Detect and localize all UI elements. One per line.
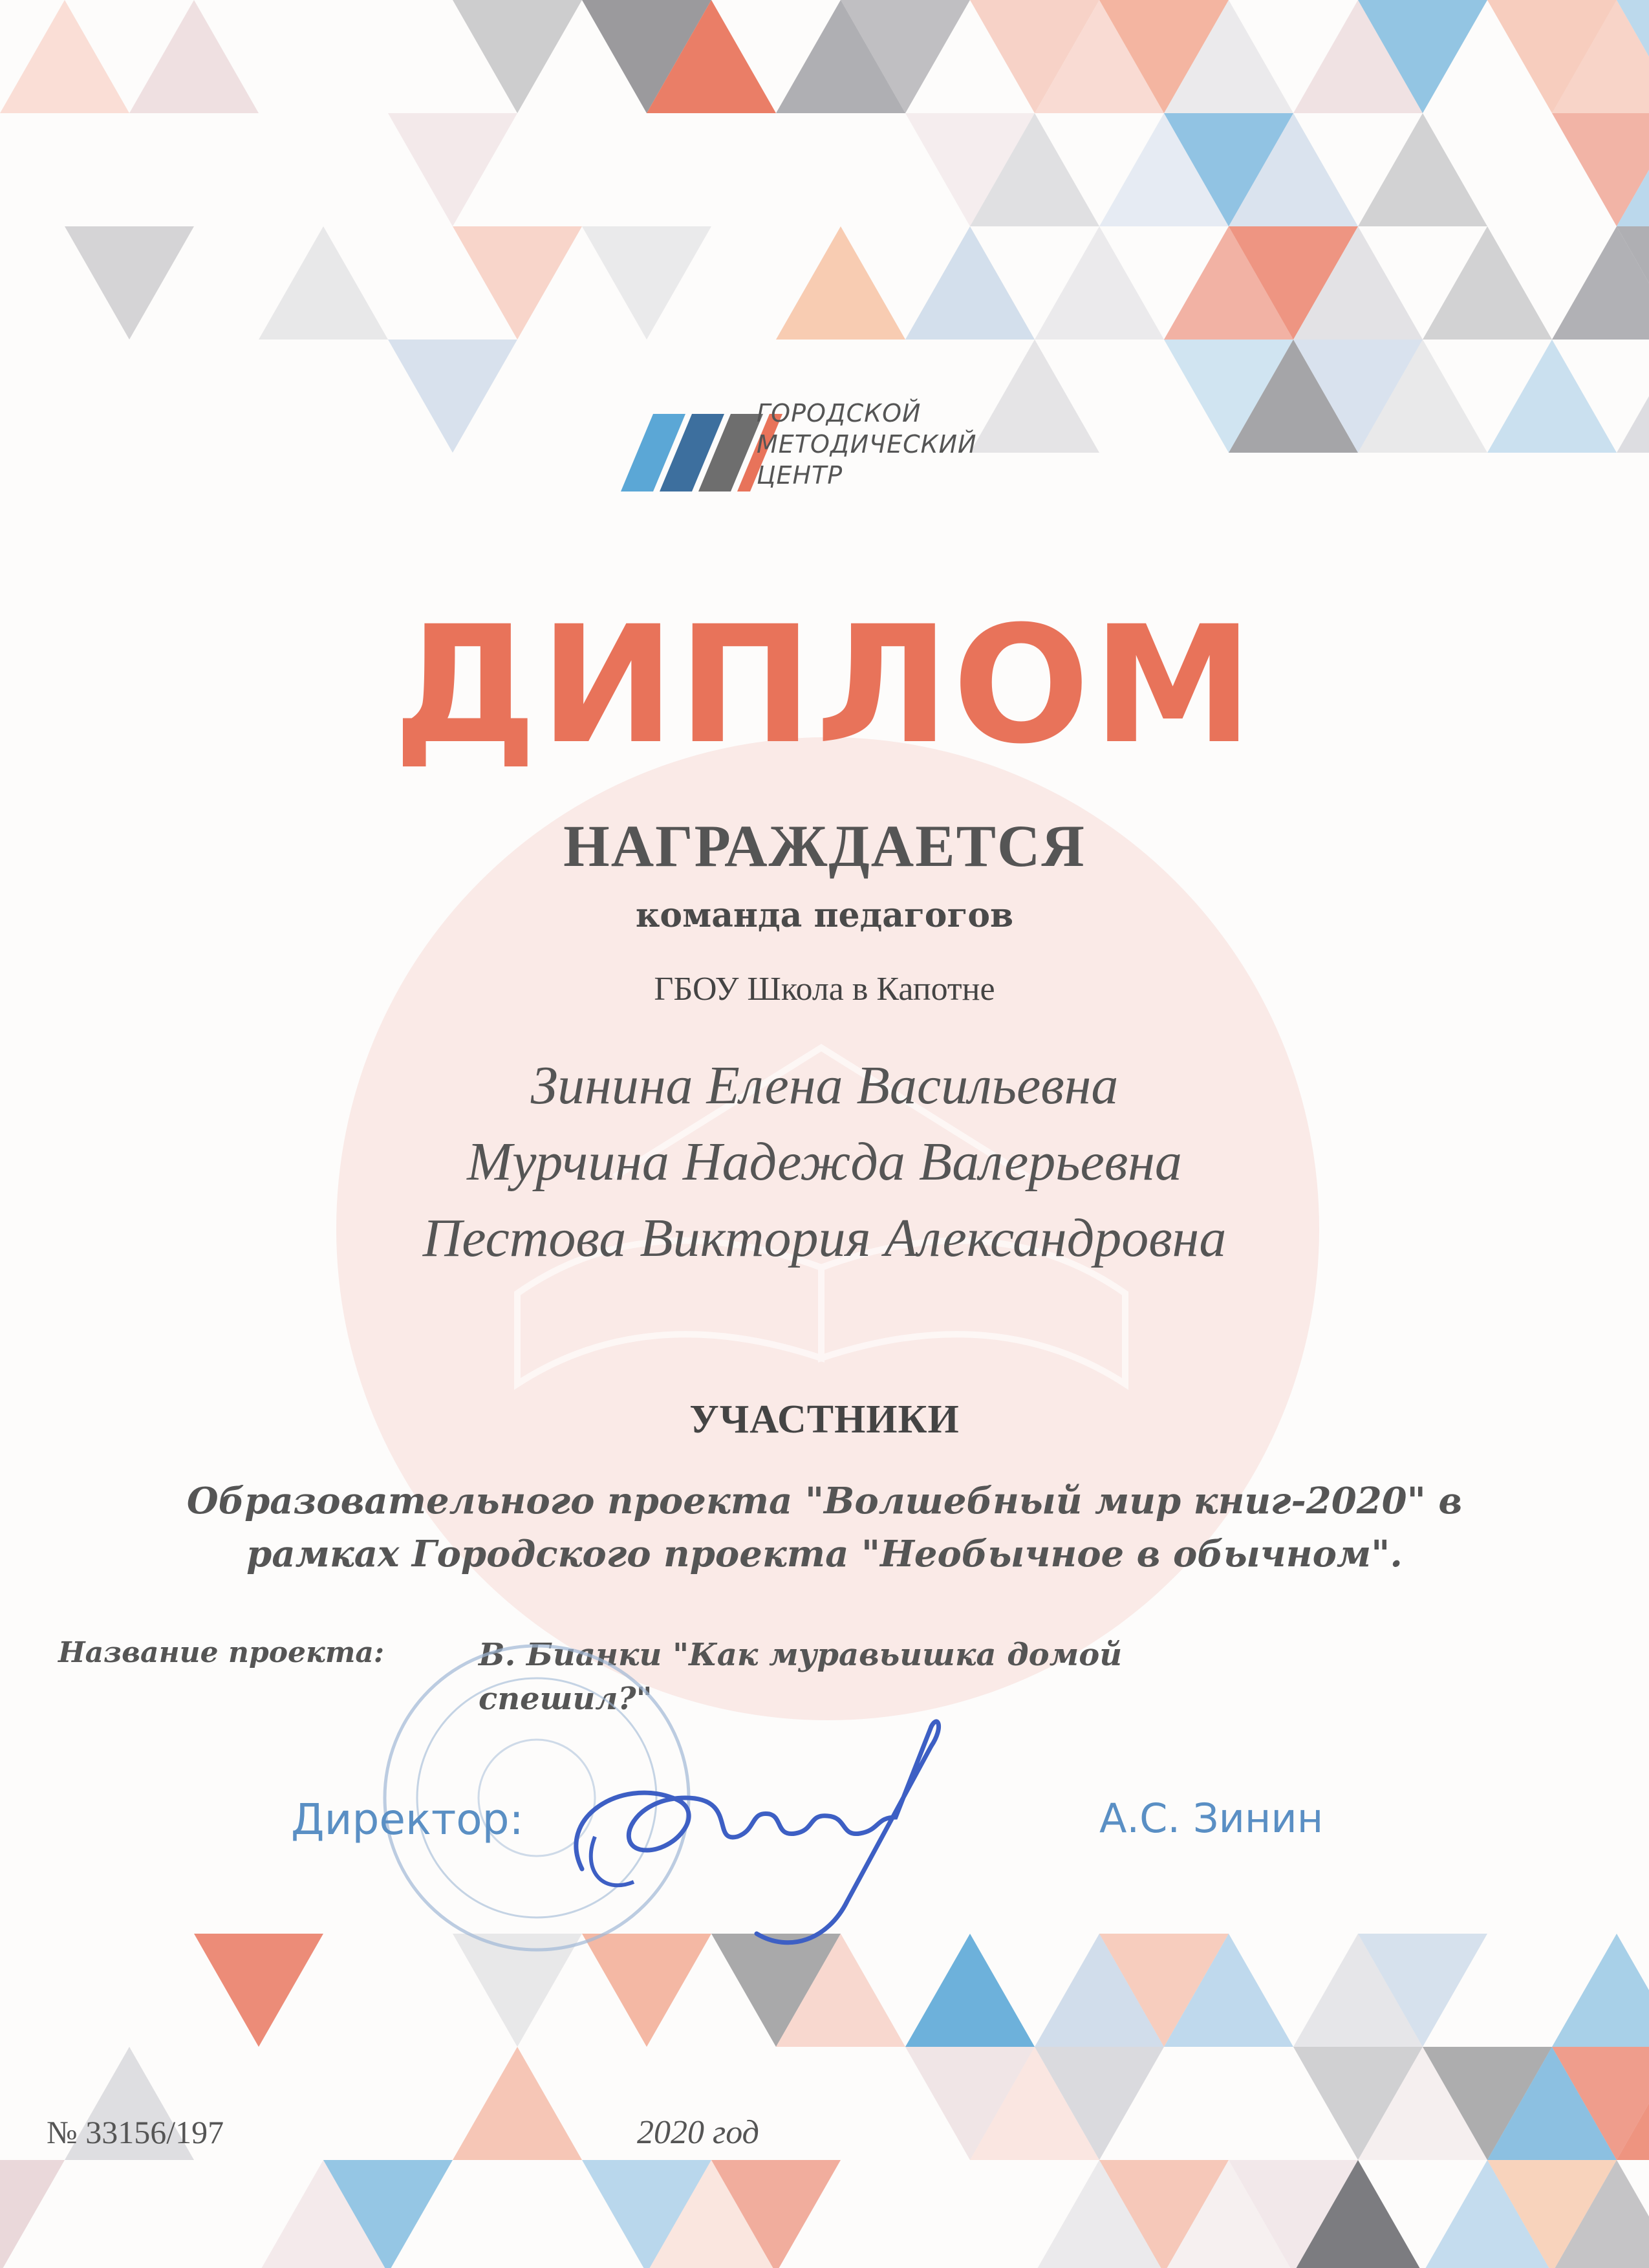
decorative-triangle — [1423, 226, 1552, 340]
school-name: ГБОУ Школа в Капотне — [654, 971, 995, 1008]
decorative-triangle — [65, 226, 194, 340]
logo-text — [757, 398, 1028, 491]
decorative-triangle — [0, 0, 129, 113]
member-list — [0, 1048, 1649, 1277]
project-name-line-2: спешил?" — [479, 1681, 652, 1717]
decorative-triangle — [388, 113, 517, 226]
decorative-triangle — [259, 226, 388, 340]
decorative-triangle — [129, 0, 259, 113]
diploma-title: ДИПЛОМ — [393, 591, 1256, 779]
decorative-triangle — [776, 226, 905, 340]
decorative-triangle — [1552, 1934, 1649, 2047]
logo-line-1: ГОРОДСКОЙ — [757, 399, 921, 427]
decorative-triangle — [388, 340, 517, 453]
project-description-line-1: Образовательного проекта "Волшебный мир книг-2020" в — [186, 1480, 1463, 1522]
member-name: Мурчина Надежда Валерьевна — [467, 1132, 1182, 1192]
decorative-triangle — [1035, 226, 1164, 340]
project-name-line-1: В. Бианки "Как муравьишка домой — [479, 1637, 1123, 1673]
logo-line-2: МЕТОДИЧЕСКИЙ — [757, 430, 977, 459]
decorative-triangle — [194, 1934, 323, 2047]
logo-line-3: ЦЕНТР — [757, 461, 843, 490]
decorative-triangle — [1617, 340, 1649, 453]
decorative-triangle — [905, 226, 1035, 340]
project-name-label: Название проекта: — [58, 1636, 385, 1669]
decorative-triangle — [0, 2160, 65, 2268]
participants-heading: УЧАСТНИКИ — [689, 1398, 960, 1442]
document-number: № 33156/197 — [47, 2114, 224, 2150]
team-label: команда педагогов — [635, 896, 1014, 935]
decorative-triangle — [1358, 113, 1487, 226]
director-label: Директор: — [291, 1795, 524, 1844]
project-description — [39, 1474, 1610, 1581]
director-signature — [543, 1688, 996, 1966]
top-triangle-pattern — [0, 0, 1649, 453]
member-name: Зинина Елена Васильевна — [530, 1055, 1119, 1116]
decorative-triangle — [453, 226, 582, 340]
document-year: 2020 год — [637, 2114, 759, 2151]
decorative-triangle — [453, 0, 582, 113]
bottom-triangle-pattern — [0, 1934, 1649, 2268]
decorative-triangle — [582, 226, 711, 340]
decorative-triangle — [453, 2047, 582, 2160]
awarded-heading: НАГРАЖДАЕТСЯ — [563, 813, 1086, 879]
project-description-line-2: рамках Городского проекта "Необычное в обычном". — [246, 1533, 1403, 1575]
decorative-triangle — [1487, 340, 1617, 453]
director-name: А.С. Зинин — [1099, 1795, 1324, 1842]
member-name: Пестова Виктория Александровна — [422, 1208, 1227, 1268]
